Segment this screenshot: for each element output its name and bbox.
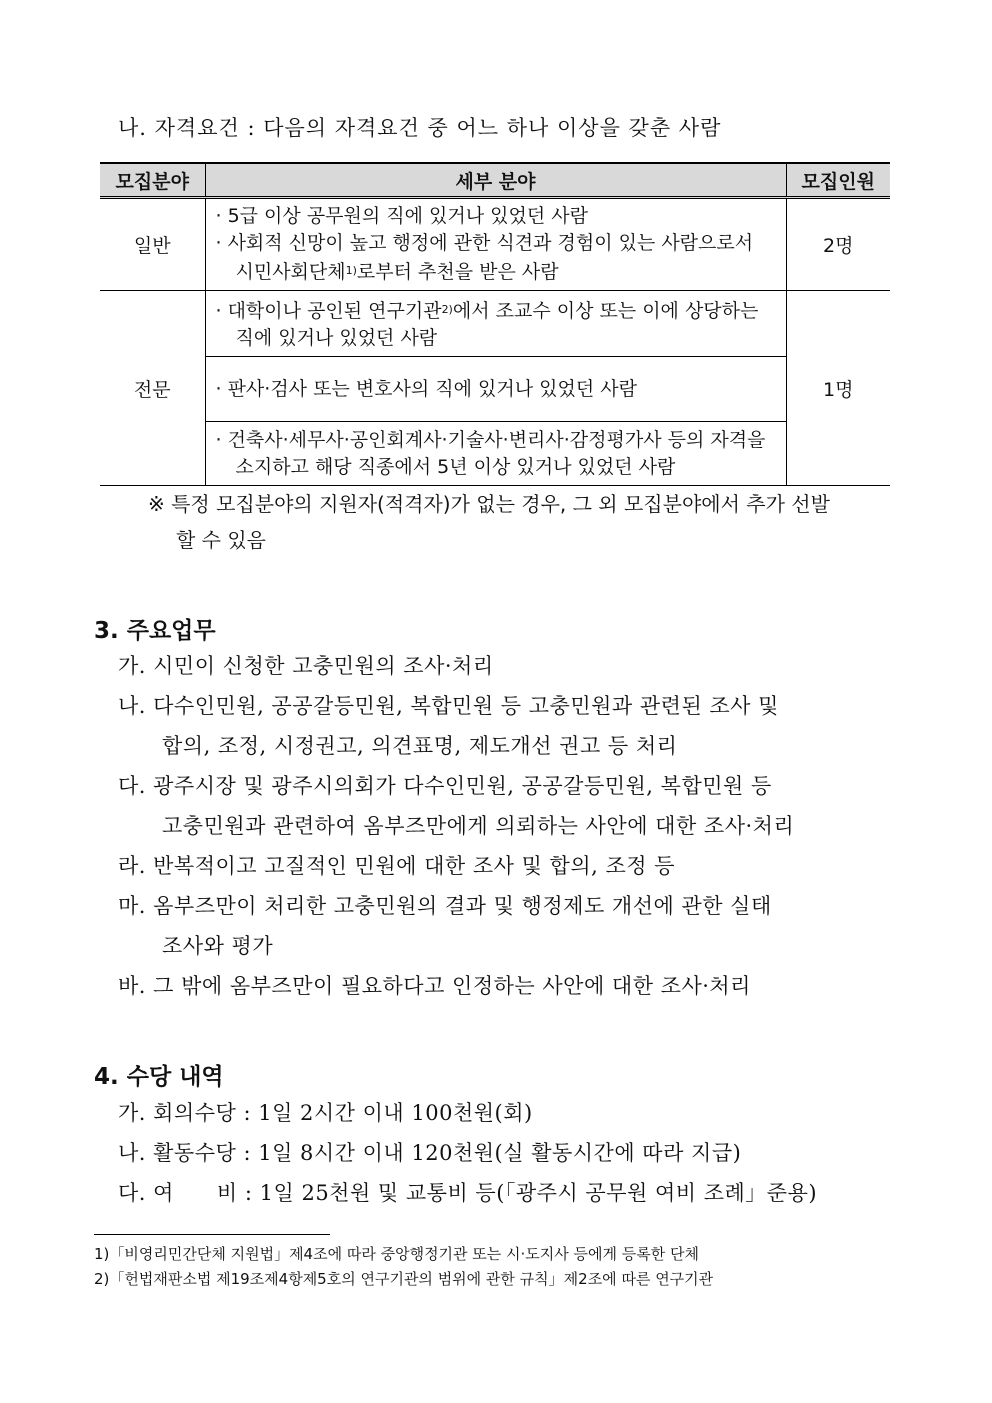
- list-item-line: 마. 옴부즈만이 처리한 고충민원의 결과 및 행정제도 개선에 관한 실태: [118, 894, 772, 918]
- qualification-intro: 나. 자격요건 : 다음의 자격요건 중 어느 하나 이상을 갖춘 사람: [118, 116, 722, 140]
- list-item: [118, 686, 794, 766]
- note-line-1: ※ 특정 모집분야의 지원자(적격자)가 없는 경우, 그 외 모집분야에서 추가 선발: [148, 492, 830, 516]
- detail-general: [205, 198, 786, 291]
- general-bullet-1: · 5급 이상 공무원의 직에 있거나 있었던 사람: [215, 205, 588, 227]
- detail-expert-1: [205, 291, 786, 357]
- expert-bullet-3: [216, 427, 778, 481]
- list-item: 나. 활동수당 : 1일 8시간 이내 120천원(실 활동시간에 따라 지급): [118, 1141, 742, 1165]
- list-item-line: 나. 다수인민원, 공공갈등민원, 복합민원 등 고충민원과 관련된 조사 및: [118, 694, 779, 718]
- expert-bullet-1: [216, 296, 778, 352]
- category-general: 일반: [100, 198, 205, 291]
- list-item: [118, 766, 794, 846]
- general-bullet-2-post: 로부터 추천을 받은 사람: [356, 261, 559, 283]
- table-row-expert-3: [100, 422, 890, 486]
- list-item-continuation: 합의, 조정, 시정권고, 의견표명, 제도개선 권고 등 처리: [162, 734, 678, 758]
- expert-bullet-1-post: 에서 조교수 이상 또는 이에 상당하는: [452, 299, 759, 322]
- expert-bullet-3-line2: 소지하고 해당 직종에서 5년 이상 있거나 있었던 사람: [235, 455, 676, 478]
- expert-bullet-2: · 판사·검사 또는 변호사의 직에 있거나 있었던 사람: [215, 377, 637, 400]
- table-row-expert-2: [100, 357, 890, 422]
- list-item-continuation: 조사와 평가: [162, 934, 274, 958]
- list-item: [118, 966, 794, 1006]
- qualification-table: [100, 162, 890, 486]
- expert-bullet-1-pre: · 대학이나 공인된 연구기관: [215, 299, 442, 322]
- list-item-line: 라. 반복적이고 고질적인 민원에 대한 조사 및 합의, 조정 등: [118, 854, 676, 878]
- general-bullet-2-pre: 시민사회단체: [235, 261, 346, 283]
- detail-expert-3: [205, 422, 786, 486]
- general-bullet-2-line1: · 사회적 신망이 높고 행정에 관한 식견과 경험이 있는 사람으로서: [215, 232, 754, 254]
- section-4-list: [118, 1093, 817, 1213]
- footnote-separator: [94, 1234, 330, 1235]
- header-count: 모집인원: [786, 163, 890, 198]
- list-item-line: 바. 그 밖에 옴부즈만이 필요하다고 인정하는 사안에 대한 조사·처리: [118, 974, 751, 998]
- table-row-general: [100, 198, 890, 291]
- count-expert: 1명: [786, 291, 890, 486]
- general-bullet-2-line2: [236, 261, 559, 283]
- header-category: 모집분야: [100, 163, 205, 198]
- recruitment-note: [148, 486, 830, 558]
- table-header-row: [100, 163, 890, 198]
- list-item: 가. 회의수당 : 1일 2시간 이내 100천원(회): [118, 1101, 533, 1125]
- count-general: 2명: [786, 198, 890, 291]
- footnotes: [94, 1242, 713, 1292]
- section-3-list: [118, 646, 794, 1006]
- footnote-2: 2)「헌법재판소법 제19조제4항제5호의 연구기관의 범위에 관한 규칙」제2조에 따른 연구기관: [94, 1270, 714, 1288]
- section-4-title: 4. 수당 내역: [94, 1064, 224, 1090]
- footnote-ref-2: 2): [441, 302, 453, 316]
- list-item: [118, 886, 794, 966]
- expert-bullet-1-line2: 직에 있거나 있었던 사람: [235, 326, 438, 349]
- section-3-title: 3. 주요업무: [94, 618, 216, 644]
- list-item-line: 다. 광주시장 및 광주시의회가 다수인민원, 공공갈등민원, 복합민원 등: [118, 774, 772, 798]
- list-item-line: 가. 시민이 신청한 고충민원의 조사·처리: [118, 654, 494, 678]
- category-expert: 전문: [100, 291, 205, 486]
- footnote-ref-1: 1): [345, 264, 357, 277]
- header-detail: 세부 분야: [205, 163, 786, 198]
- table-row-expert-1: [100, 291, 890, 357]
- list-item: 다. 여 비 : 1일 25천원 및 교통비 등(「광주시 공무원 여비 조례」준용): [118, 1181, 818, 1205]
- list-item: [118, 846, 794, 886]
- general-bullet-2: [216, 230, 778, 286]
- list-item-continuation: 고충민원과 관련하여 옴부즈만에게 의뢰하는 사안에 대한 조사·처리: [162, 814, 795, 838]
- footnote-1: 1)「비영리민간단체 지원법」제4조에 따라 중앙행정기관 또는 시·도지사 등에게 등록한 단체: [94, 1245, 700, 1263]
- list-item: [118, 646, 794, 686]
- detail-expert-2: [205, 357, 786, 422]
- expert-bullet-3-line1: · 건축사·세무사·공인회계사·기술사·변리사·감정평가사 등의 자격을: [215, 428, 766, 451]
- note-line-2: 할 수 있음: [176, 528, 266, 552]
